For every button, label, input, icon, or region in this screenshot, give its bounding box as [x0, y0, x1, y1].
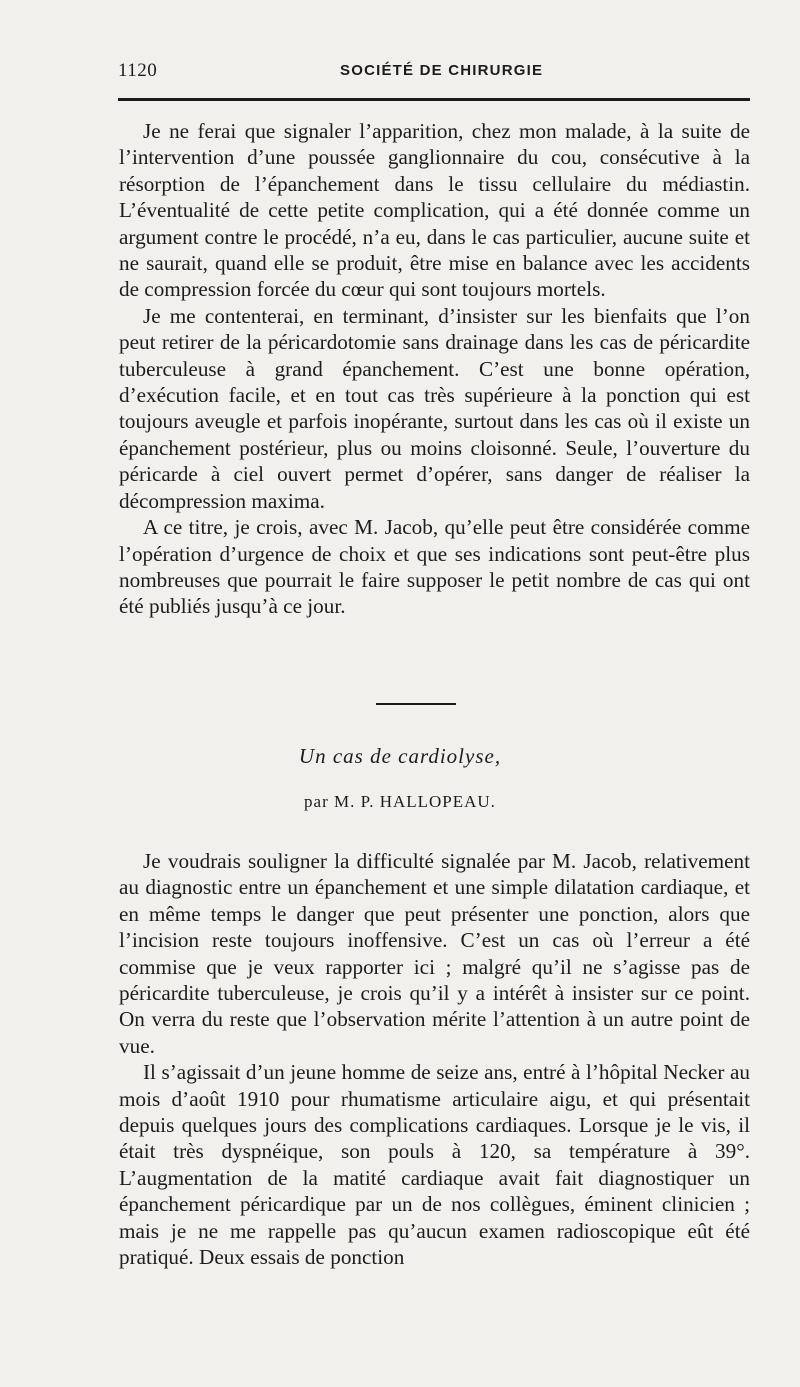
header-rule: [118, 98, 750, 101]
paragraph: A ce titre, je crois, avec M. Jacob, qu’elle peut être considérée comme l’opération d’urgence de choix et que ses indications sont peut-être plus nombreuses que pourrait le faire supposer le petit nombre de cas qui ont été publiés jusqu’à ce jour.: [119, 515, 750, 619]
paragraph: Je me contenterai, en terminant, d’insister sur les bienfaits que l’on peut retirer de la péricardotomie sans drainage dans les cas de péricardite tuberculeuse à grand épanchement. C’est une bonne opération, d’exécution facile, et en tout cas très supérieure à la ponction qui est toujours aveugle et parfois inopérante, surtout dans les cas où il existe un épanchement postérieur, plus ou moins cloisonné. Seule, l’ouverture du péricarde à ciel ouvert permet d’opérer, sans danger de réaliser la décompression maxima.: [119, 303, 750, 513]
article-body: [119, 848, 750, 1271]
paragraph: Il s’agissait d’un jeune homme de seize ans, entré à l’hôpital Necker au mois d’août 1910 pour rhumatisme articulaire aigu, et qui présentait depuis quelques jours des complications cardiaques. Lorsque je le vis, il était très dyspnéique, son pouls à 120, sa température à 39°. L’augmentation de la matité cardiaque avait fait diagnostiquer un épanchement péricardique par un de nos collègues, éminent clinicien ; mais je ne me rappelle pas qu’aucun examen radioscopique eût été pratiqué. Deux essais de ponction: [119, 1060, 750, 1270]
article-title: Un cas de cardiolyse,: [298, 744, 502, 768]
paragraph: Je ne ferai que signaler l’apparition, chez mon malade, à la suite de l’intervention d’une poussée ganglionnaire du cou, consécutive à la résorption de l’épanchement dans le tissu cellulaire du médiastin. L’éventualité de cette petite complication, qui a été donnée comme un argument contre le procédé, n’a eu, dans le cas particulier, aucune suite et ne saurait, quand elle se produit, être mise en balance avec les accidents de compression forcée du cœur qui sont toujours mortels.: [119, 119, 750, 302]
running-title: SOCIÉTÉ DE CHIRURGIE: [340, 62, 544, 79]
article-author: par M. P. HALLOPEAU.: [304, 792, 496, 811]
page-number: 1120: [118, 60, 158, 81]
section-separator: [376, 703, 456, 705]
page-header: [118, 60, 750, 84]
paragraph: Je voudrais souligner la difficulté signalée par M. Jacob, relativement au diagnostic entre un épanchement et une simple dilatation cardiaque, et en même temps le danger que peut présenter une ponction, alors que l’incision reste toujours inoffensive. C’est un cas où l’erreur a été commise que je veux rapporter ici ; malgré qu’il ne s’agisse pas de péricardite tuberculeuse, je crois qu’il y a intérêt à insister sur ce point. On verra du reste que l’observation mérite l’attention à un autre point de vue.: [119, 849, 750, 1058]
previous-article-conclusion: [119, 118, 750, 620]
